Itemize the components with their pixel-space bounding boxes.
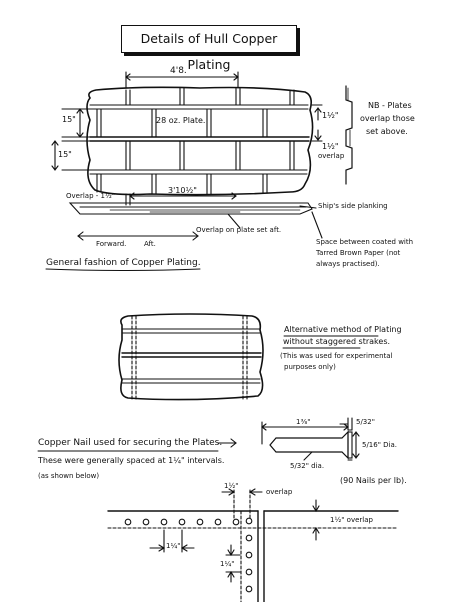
fig3-overlap-top-value: 1½" [224, 482, 239, 490]
fig3-overlap-right: 1½" overlap [330, 516, 373, 524]
fig1-nb-line-1: NB - Plates [368, 101, 412, 110]
fig1-forward: Forward. [96, 240, 127, 248]
fig3-overlap-top-word: overlap [266, 488, 293, 496]
fig1-space-line-2: Tarred Brown Paper (not [316, 249, 401, 257]
fig3-nail-head: 5/32" [356, 418, 375, 426]
fig3-per-lb: (90 Nails per lb). [340, 476, 407, 485]
fig1-plate-label: 28 oz. Plate. [156, 116, 206, 125]
fig1-height-top: 15" [62, 115, 76, 124]
fig1-space-line-3: always practised). [316, 260, 380, 268]
fig1-overlap-side-word: overlap [318, 152, 345, 160]
fig3-desc-line-2: (as shown below) [38, 472, 100, 480]
fig3-nail-head-dia: 5/16" Dia. [362, 441, 398, 449]
fig3-shank-dia: 5/32" dia. [290, 462, 325, 470]
fig1-plating [46, 72, 352, 271]
fig1-overlap-top: 1½" [322, 111, 339, 120]
fig2-line-1: Alternative method of Plating [284, 325, 402, 334]
fig3-spacing-v: 1¼" [220, 560, 235, 568]
fig1-aft: Aft. [144, 240, 156, 248]
fig3-spacing-h: 1¼" [166, 542, 181, 550]
fig3-nail-length: 1⅜" [296, 418, 311, 426]
fig1-nb-line-3: set above. [366, 127, 408, 136]
fig1-height-bottom: 15" [58, 150, 72, 159]
fig2-line-2: without staggered strakes. [283, 337, 391, 346]
planking-section [70, 203, 312, 214]
fig1-ship-side: Ship's side planking [318, 202, 388, 210]
fig1-overlap-aft: Overlap on plate set aft. [196, 226, 282, 234]
fig3-desc-line-1: These were generally spaced at 1¼" intervals. [38, 456, 225, 465]
fig1-nb-line-2: overlap those [360, 114, 415, 123]
fig1-width-label: 4'8. [170, 66, 187, 76]
fig2-line-4: purposes only) [284, 363, 336, 371]
fig1-overlap-bottom-label: Overlap - 1½" [66, 192, 115, 200]
fig3-heading: Copper Nail used for securing the Plates. [38, 438, 223, 448]
fig1-space-line-1: Space between coated with [316, 238, 414, 246]
fig1-caption: General fashion of Copper Plating. [46, 258, 201, 268]
fig1-length-label: 3'10½" [168, 186, 197, 195]
fig2-line-3: (This was used for experimental [280, 352, 393, 360]
fig1-overlap-side-value: 1½" [322, 142, 339, 151]
page-title: Details of Hull Copper Plating [140, 31, 278, 72]
